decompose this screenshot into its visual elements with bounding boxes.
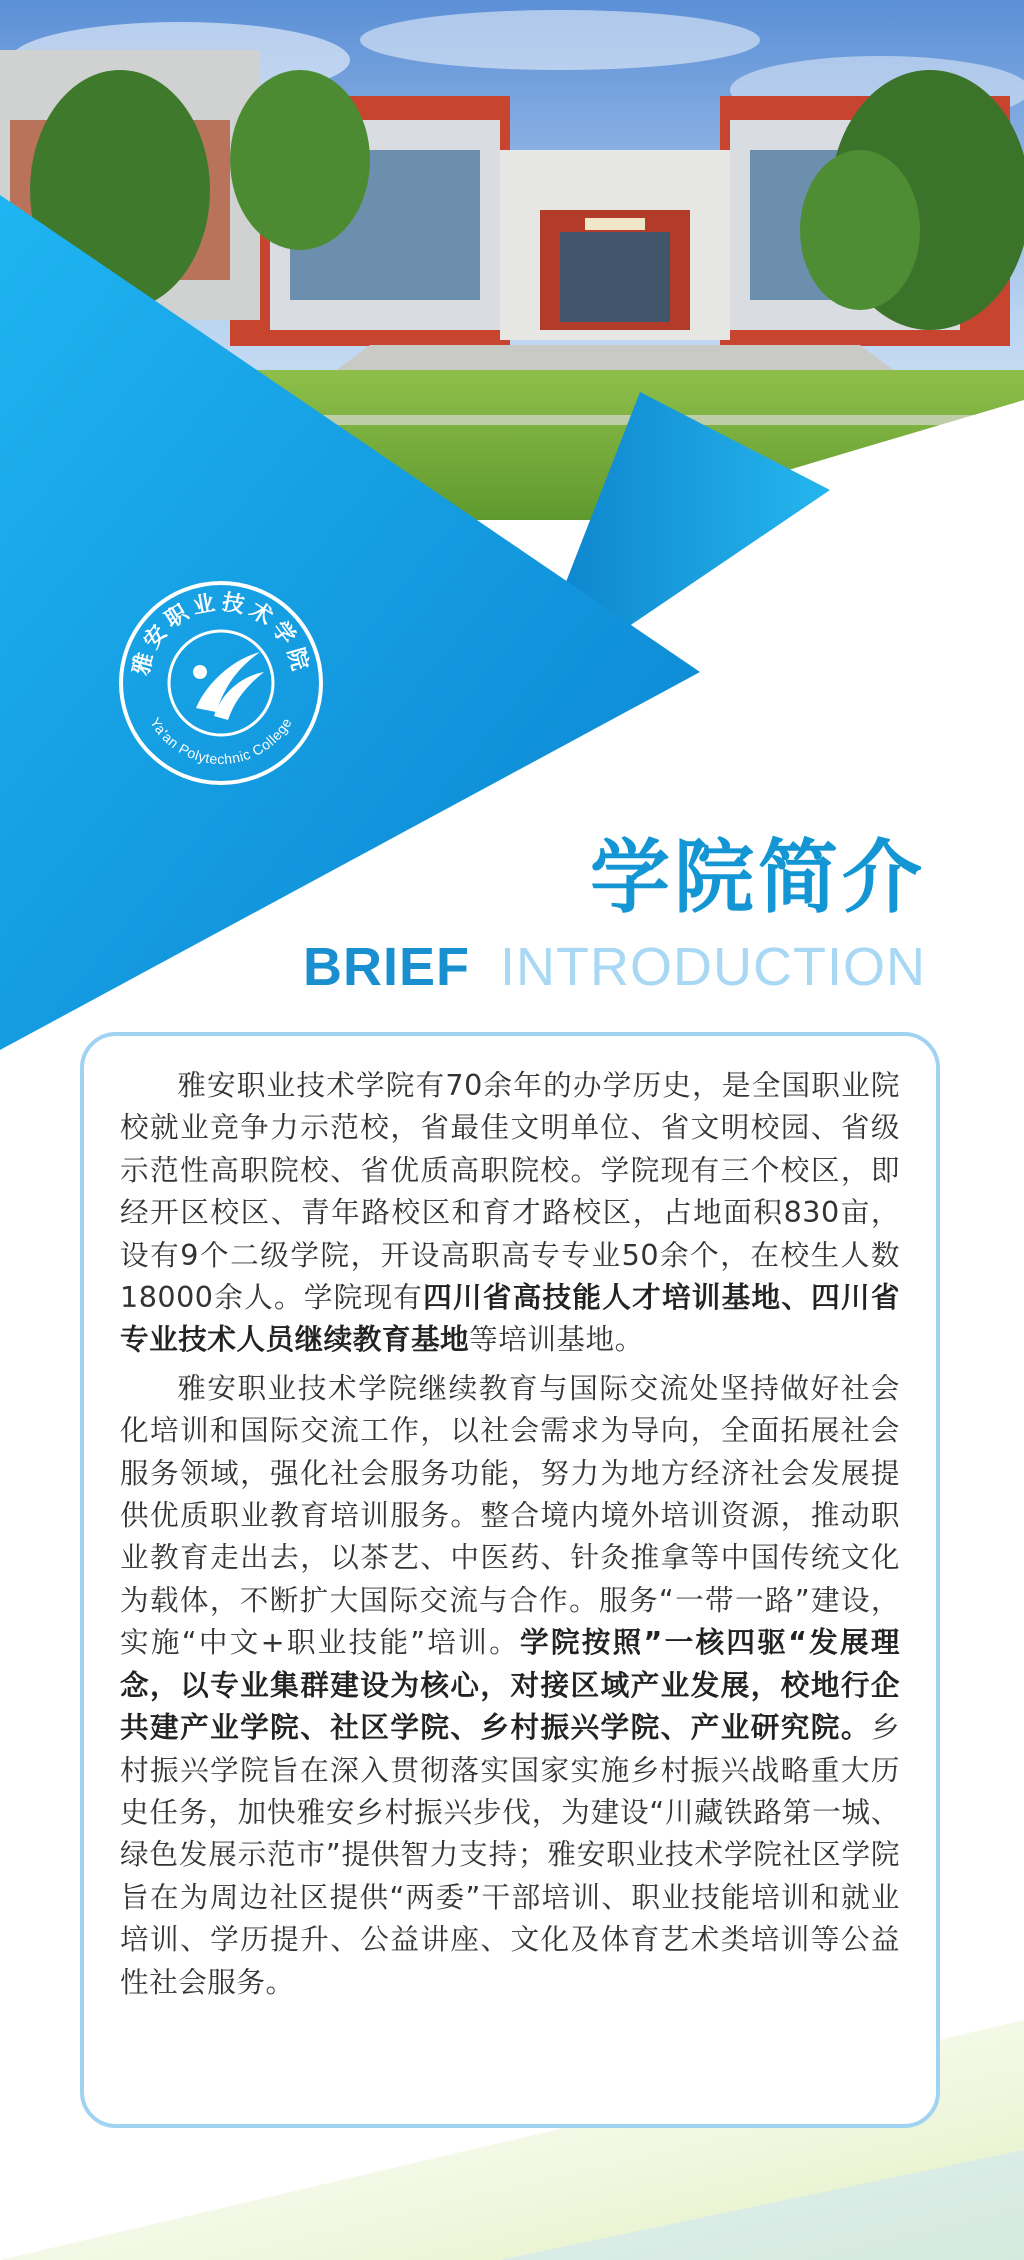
college-logo <box>118 580 324 786</box>
intro-paragraph-1 <box>120 1064 900 1361</box>
subtitle-word-introduction: INTRODUCTION <box>500 937 926 997</box>
page-title: 学院简介 <box>590 831 926 924</box>
logo-name-cn: 雅安职业技术学院 <box>127 589 315 679</box>
svg-text:雅安职业技术学院 <box>128 589 314 678</box>
intro-p1-text: 雅安职业技术学院有70余年的办学历史，是全国职业院校就业竞争力示范校，省最佳文明单位、省文明校园、省级示范性高职院校、省优质高职院校。学院现有三个校区，即经开区校区、青年路校区和育才路校区，占地面积830亩，设有9个二级学院，开设高职高专专业50余个，在校生人数18000余人。学院现有 <box>120 1068 900 1315</box>
intro-p1-text-end: 等培训基地。 <box>469 1322 644 1357</box>
intro-p1-highlight: 四川省高技能人才培训基地、四川省专业技术人员继续教育基地 <box>120 1280 900 1357</box>
intro-card <box>80 1032 940 2128</box>
subtitle-word-brief: BRIEF <box>303 937 471 997</box>
intro-p2-text-end: 乡村振兴学院旨在深入贯彻落实国家实施乡村振兴战略重大历史任务，加快雅安乡村振兴步伐，为建设“川藏铁路第一城、绿色发展示范市”提供智力支持；雅安职业技术学院社区学院旨在为周边社区提供“两委”干部培训、职业技能培训和就业培训、学历提升、公益讲座、文化及体育艺术类培训等公益性社会服务。 <box>120 1710 900 1999</box>
intro-p2-text: 雅安职业技术学院继续教育与国际交流处坚持做好社会化培训和国际交流工作，以社会需求为导向，全面拓展社会服务领域，强化社会服务功能，努力为地方经济社会发展提供优质职业教育培训服务。整合境内境外培训资源，推动职业教育走出去，以茶艺、中医药、针灸推拿等中国传统文化为载体，不断扩大国际交流与合作。服务“一带一路”建设，实施“中文+职业技能”培训。 <box>120 1370 900 1660</box>
logo-name-en: Ya'an Polytechnic College <box>147 714 295 768</box>
intro-paragraph-2 <box>120 1367 900 2003</box>
svg-text:Ya'an Polytechnic College <box>147 715 295 767</box>
page-subtitle <box>303 937 926 997</box>
intro-p2-highlight: 学院按照”一核四驱“发展理念，以专业集群建设为核心，对接区域产业发展，校地行企共建产业学院、社区学院、乡村振兴学院、产业研究院。 <box>120 1625 900 1745</box>
